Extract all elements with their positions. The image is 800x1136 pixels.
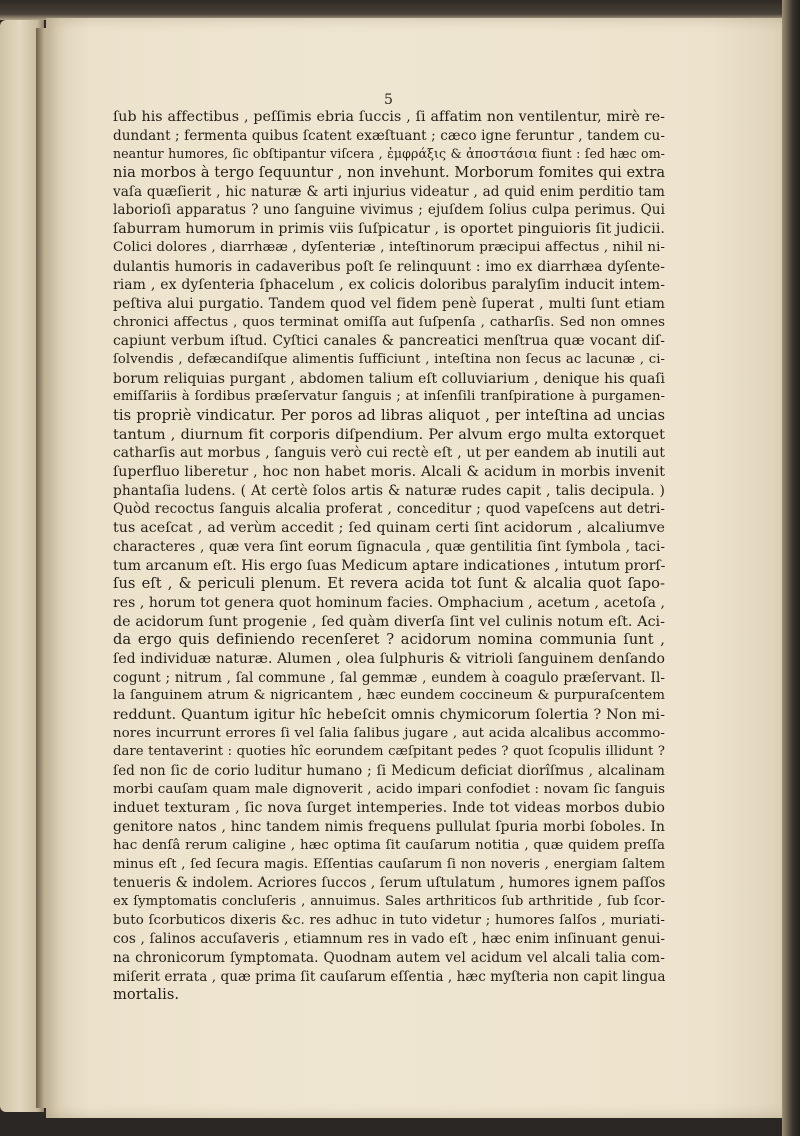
- text-line: vaſa quæſierit , hic naturæ & arti injurius videatur , ad quid enim perditio tam: [113, 183, 665, 200]
- text-line: nia morbos à tergo ſequuntur , non invehunt. Morborum fomites qui extra: [113, 164, 666, 182]
- text-line: riam , ex dyſenteria ſphacelum , ex colicis doloribus paralyſim inducit intem-: [113, 277, 665, 294]
- text-line: ſolvendis , defæcandiſque alimentis ſufficiunt , inteſtina non ſecus ac lacunæ , ci-: [113, 351, 665, 367]
- text-line: capiunt verbum iſtud. Cyſtici canales & pancreatici menſtrua quæ vocant diſ-: [113, 333, 665, 350]
- text-line: ſed non ſic de corio luditur humano ; ſi Medicum deficiat diorîſmus , alcalinam: [113, 763, 665, 780]
- text-line: dare tentaverint : quoties hîc eorundem cæſpitant pedes ? quot ſcopulis illidunt ?: [113, 744, 665, 760]
- text-line: emiſſariis à ſordibus præſervatur ſanguis ; at inſenſili tranſpiratione à purgamen-: [113, 389, 665, 405]
- text-line: catharſis aut morbus , ſanguis verò cui rectè eſt , ut per eandem ab inutili aut: [113, 445, 665, 462]
- text-line: ex ſymptomatis concluſeris , annuimus. Sales arthriticos ſub arthritide , ſub ſcor-: [113, 893, 665, 909]
- text-line: tus aceſcat , ad verùm accedit ; ſed quinam certi ſint acidorum , alcaliumve: [113, 520, 665, 537]
- text-line: minus eſt , ſed ſecura magis. Eſſentias cauſarum ſi non noveris , energiam ſaltem: [113, 856, 665, 872]
- text-line: chronici affectus , quos terminat omiſſa aut ſuſpenſa , catharſis. Sed non omnes: [113, 314, 665, 330]
- text-line: Quòd recoctus ſanguis alcalia proferat , conceditur ; quod vapeſcens aut detri-: [113, 501, 665, 518]
- text-line: characteres , quæ vera ſint eorum ſignacula , quæ gentilitia ſint ſymbola , taci-: [113, 538, 665, 555]
- text-line: na chronicorum ſymptomata. Quodnam autem vel acidum vel alcali talia com-: [113, 949, 665, 966]
- page-top-edge: [0, 0, 800, 20]
- text-line: mortalis.: [113, 986, 180, 1004]
- page-right-edge: [782, 0, 800, 1136]
- text-line: peſtiva alui purgatio. Tandem quod vel fidem penè ſuperat , multi ſunt etiam: [113, 295, 665, 312]
- body-text: [113, 108, 665, 1005]
- text-line: Colici dolores , diarrhææ , dyſenteriæ , inteſtinorum præcipui affectus , nihil ni-: [113, 239, 665, 255]
- page-number: 5: [384, 92, 393, 108]
- text-line: miſerit errata , quæ prima ſit cauſarum eſſentia , hæc myſteria non capit lingua: [113, 968, 666, 985]
- text-line: de acidorum ſunt progenie , ſed quàm diverſa ſint vel culinis notum eſt. Aci-: [113, 613, 665, 630]
- text-line: tum arcanum eſt. His ergo ſuas Medicum aptare indicationes , intutum prorſ-: [113, 557, 666, 574]
- text-line: tantum , diurnum fit corporis diſpendium. Per alvum ergo multa extorquet: [113, 426, 665, 443]
- text-line: tis propriè vindicatur. Per poros ad libras aliquot , per inteſtina ad uncias: [113, 407, 665, 424]
- text-line: la ſanguinem atrum & nigricantem , hæc eundem coccineum & purpuraſcentem: [113, 688, 665, 704]
- text-line: cogunt ; nitrum , ſal commune , ſal gemmæ , eundem à coagulo præſervant. Il-: [113, 669, 665, 686]
- text-line: ſub his affectibus , peſſimis ebria ſuccis , ſi affatim non ventilentur, mirè re-: [113, 109, 665, 125]
- text-line: genitore natos , hinc tandem nimis frequens pullulat ſpuria morbi ſoboles. In: [113, 819, 665, 836]
- text-line: phantaſia ludens. ( At certè ſolos artis & naturæ rudes capit , talis decipula. ): [113, 482, 665, 499]
- text-line: cos , ſalinos accuſaveris , etiamnum res in vado eſt , hæc enim inſinuant genui-: [113, 931, 665, 948]
- text-line: buto ſcorbuticos dixeris &c. res adhuc in tuto videtur ; humores ſalſos , muriati-: [113, 912, 665, 928]
- text-line: borum reliquias purgant , abdomen talium eſt colluviarium , denique his quaſi: [113, 370, 665, 387]
- text-line: induet texturam , ſic nova ſurget intemperies. Inde tot videas morbos dubio: [113, 800, 665, 817]
- text-line: dundant ; fermenta quibus ſcatent exæſtuant ; cæco igne feruntur , tandem cu-: [113, 127, 665, 144]
- text-line: dulantis humoris in cadaveribus poſt ſe relinquunt : imo ex diarrhæa dyſente-: [113, 258, 665, 275]
- text-line: reddunt. Quantum igitur hîc hebeſcit omnis chymicorum ſolertia ? Non mi-: [113, 707, 665, 723]
- text-line: laborioſi apparatus ? uno ſanguine vivimus ; ejuſdem ſolius culpa perimus. Qui: [113, 202, 665, 219]
- text-line: tenueris & indolem. Acriores ſuccos , ſerum uſtulatum , humores ignem paſſos: [113, 875, 666, 892]
- text-line: ſus eſt , & periculi plenum. Et revera acida tot ſunt & alcalia quot ſapo-: [113, 575, 665, 593]
- text-line: hac denſâ rerum caligine , hæc optima ſit cauſarum notitia , quæ quidem preſſa: [113, 837, 665, 853]
- text-line: ſed individuæ naturæ. Alumen , olea ſulphuris & vitrioli ſanguinem denſando: [113, 650, 665, 667]
- text-line: ſuperfluo liberetur , hoc non habet moris. Alcali & acidum in morbis invenit: [113, 464, 665, 481]
- text-line: ſaburram humorum in primis viis ſuſpicatur , is oportet pinguioris ſit judicii.: [113, 221, 665, 238]
- text-line: res , horum tot genera quot hominum facies. Omphacium , acetum , acetoſa ,: [113, 594, 665, 611]
- text-line: morbi cauſam quam male dignoverit , acido impari confodiet : novam ſic ſanguis: [113, 781, 665, 797]
- text-line: neantur humores, ſic obſtipantur viſcera , ἐμφράξις & ἀποστάσια fiunt : ſed hæc om-: [113, 146, 665, 162]
- text-line: da ergo quis definiendo recenſeret ? acidorum nomina communia ſunt ,: [113, 631, 665, 649]
- text-line: nores incurrunt errores ſi vel ſalia ſalibus jugare , aut acida alcalibus accommo-: [113, 725, 665, 741]
